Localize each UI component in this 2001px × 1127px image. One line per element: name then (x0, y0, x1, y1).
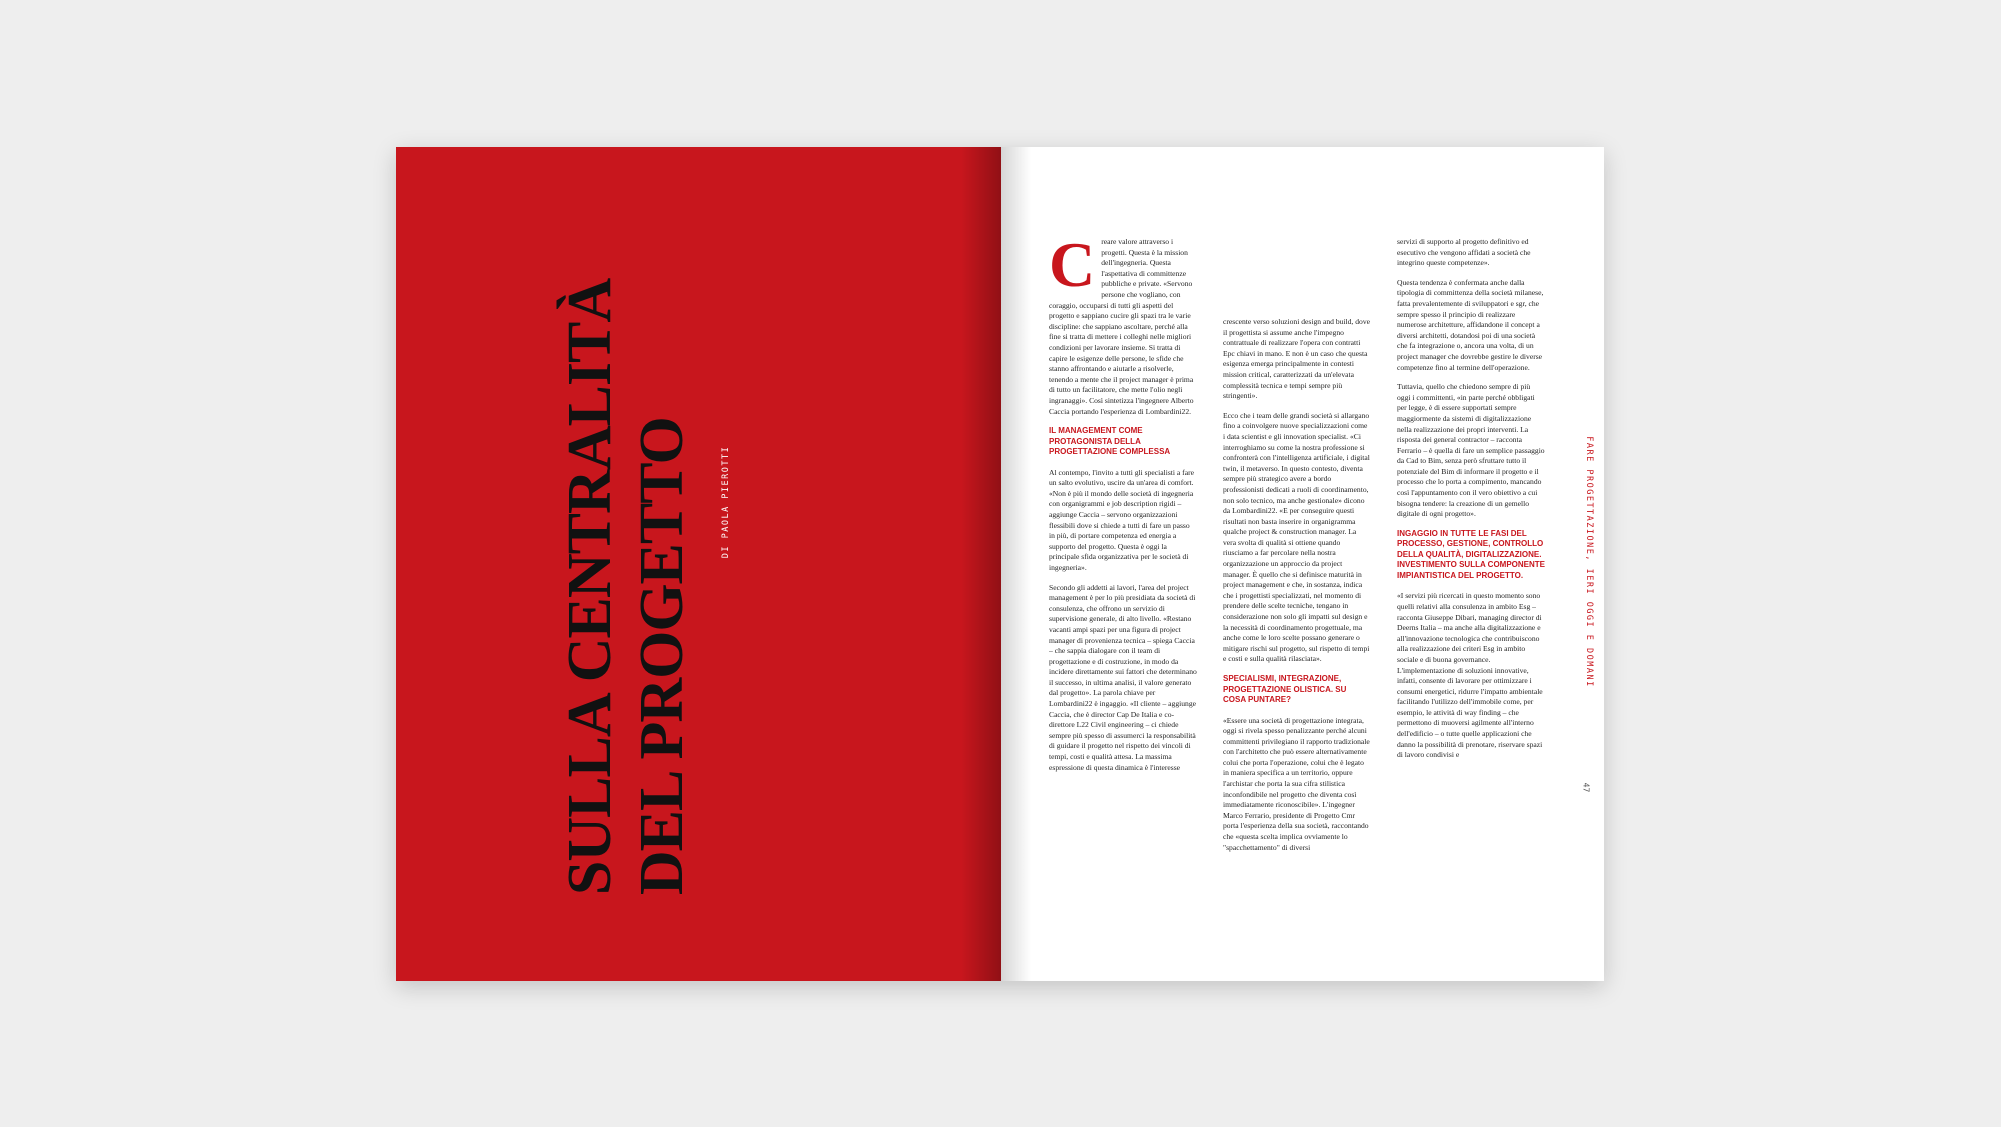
text-column-2 (1223, 317, 1371, 897)
text-column-3 (1397, 237, 1545, 837)
paragraph: Al contempo, l'invito a tutti gli specialisti a fare un salto evolutivo, uscire da un'area di comfort. «Non è più il mondo delle società di ingegneria con organigrammi e job description rigidi – aggiunge Caccia – servono organizzazioni flessibili dove si chiede a tutti di fare un passo in più, di portare competenza ed energia a supporto del progetto. Questa è oggi la principale sfida organizzativa per le società di ingegneria». (1049, 467, 1194, 572)
drop-cap: C (1049, 237, 1096, 300)
right-page (1001, 147, 1604, 981)
paragraph: «Essere una società di progettazione integrata, oggi si rivela spesso penalizzante perché alcuni committenti privilegiano il rapporto tradizionale con l'architetto che può essere alternativamente colui che porta l'operazione, colui che è legato in maniera specifica a un territorio, oppure l'archistar che porta la sua cifra stilistica inconfondibile nel progetto che diventa così immediatamente riconoscibile». L'ingegner Marco Ferrario, presidente di Progetto Cmr porta l'esperienza della sua società, raccontando che «questa scelta implica ovviamente lo "spacchettamento" di diversi (1223, 715, 1370, 852)
paragraph: «I servizi più ricercati in questo momento sono quelli relativi alla consulenza in ambito Esg – racconta Giuseppe Dibari, managing director di Deerns Italia – ma anche alla digitalizzazione e all'innovazione tecnologica che contribuiscono alla realizzazione dei criteri Esg in ambito sociale e di buona governance. L'implementazione di soluzioni innovative, infatti, consente di lavorare per ottimizzare i consumi energetici, ridurre l'impatto ambientale facilitando l'utilizzo dell'immobile come, per esempio, le attività di way finding – che permettono di muoversi agilmente all'interno dell'edificio – o tutte quelle applicazioni che danno la possibilità di prenotare, riservare spazi di lavoro condivisi e (1397, 591, 1543, 760)
text-column-1 (1049, 237, 1197, 877)
byline: DI PAOLA PIEROTTI (721, 445, 731, 559)
article-title (554, 279, 698, 895)
paragraph: servizi di supporto al progetto definitivo ed esecutivo che vengono affidati a società che integrino queste competenze». (1397, 237, 1531, 268)
paragraph: crescente verso soluzioni design and build, dove il progettista si assume anche l'impegno contrattuale di realizzare l'opera con contratti Epc chiavi in mano. E non è un caso che questa esigenza emerga principalmente in contesti mission critical, caratterizzati da un'elevata complessità tecnica e tempi sempre più stringenti». (1223, 317, 1370, 401)
title-line-2: DEL PROGETTO (628, 417, 696, 896)
magazine-spread (396, 147, 1604, 981)
subheading: INGAGGIO IN TUTTE LE FASI DEL PROCESSO, GESTIONE, CONTROLLO DELLA QUALITÀ, DIGITALIZZAZIONE. INVESTIMENTO SULLA COMPONENTE IMPIANTISTICA DEL PROGETTO. (1397, 528, 1545, 580)
title-line-1: SULLA CENTRALITÀ (556, 278, 624, 896)
left-page (396, 147, 1001, 981)
subheading: IL MANAGEMENT COME PROTAGONISTA DELLA PROGETTAZIONE COMPLESSA (1049, 426, 1171, 457)
paragraph-text: reare valore attraverso i progetti. Questa è la mission dell'ingegneria. Questa l'aspettativa di committenze pubbliche e private. «Servono persone che vogliano, con coraggio, occuparsi di tutti gli aspetti del progetto e sappiano cucire gli spazi tra le varie discipline: che sappiano ascoltare, perché alla fine si tratta di mettere i colleghi nelle migliori condizioni per lavorare insieme. Si tratta di capire le esigenze delle persone, le sfide che stanno affrontando e aiutarle a risolverle, tenendo a mente che il project manager è prima di tutto un facilitatore, che mette l'olio negli ingranaggi». Così sintetizza l'ingegnere Alberto Caccia portando l'esperienza di Lombardini22. (1049, 237, 1194, 416)
paragraph: Secondo gli addetti ai lavori, l'area del project management è per lo più presidiata da società di consulenza, che offrono un servizio di supervisione generale, di alto livello. «Restano vacanti ampi spazi per una figura di project manager di provenienza tecnica – spiega Caccia – che sappia dialogare con il team di progettazione e di costruzione, in modo da incidere direttamente sui fattori che determinano il successo, in ultima analisi, il valore generato dal progetto». La parola chiave per Lombardini22 è ingaggio. «Il cliente – aggiunge Caccia, che è director Cap De Italia e co-direttore L22 Civil engineering – ci chiede sempre più spesso di assumerci la responsabilità di guidare il progetto nel rispetto dei vincoli di tempi, costi e qualità attesa. La massima espressione di questa dinamica è l'interesse (1049, 582, 1197, 772)
running-head: FARE PROGETTAZIONE, IERI OGGI E DOMANI (1584, 436, 1594, 688)
page-number: 47 (1581, 782, 1591, 793)
paragraph: Tuttavia, quello che chiedono sempre di più oggi i committenti, «in parte perché obbligati per legge, è di essere supportati sempre maggiormente da sistemi di digitalizzazione nella realizzazione dei propri interventi. La risposta dei general contractor – racconta Ferrario – è quella di fare un semplice passaggio da Cad to Bim, senza però sfruttare tutto il potenziale del Bim di informare il progetto e il processo che lo porta a compimento, mancando così l'appuntamento con il vero obiettivo a cui bisogna tendere: la creazione di un gemello digitale di ogni progetto». (1397, 382, 1545, 519)
paragraph (1049, 237, 1197, 417)
paragraph: Ecco che i team delle grandi società si allargano fino a coinvolgere nuove specializzazioni come i data scientist e gli innovation specialist. «Ci interroghiamo su come la nostra professione si confronterà con l'intelligenza artificiale, i digital twin, il metaverso. In questo contesto, diventa sempre più strategico avere a bordo professionisti dedicati a ruoli di coordinamento, non solo tecnico, ma anche gestionale» dicono da Lombardini22. «E per conseguire questi risultati non basta inserire in organigramma qualche project & construction manager. La vera svolta di qualità si ottiene quando riusciamo a far percolare nella nostra organizzazione un approccio da project manager. È quello che si definisce maturità in project management e che, in sostanza, indica che i progettisti specializzati, nel momento di prendere delle scelte tecniche, tengano in considerazione non solo gli impatti sul design e la necessità di coordinamento progettuale, ma anche come le loro scelte possano generare o mitigare rischi sul progetto, sul rispetto di tempi e costi e sulla qualità rilasciata». (1223, 410, 1370, 664)
subheading: SPECIALISMI, INTEGRAZIONE, PROGETTAZIONE OLISTICA. SU COSA PUNTARE? (1223, 674, 1347, 704)
paragraph: Questa tendenza è confermata anche dalla tipologia di committenza della società milanese, fatta prevalentemente di sviluppatori e sgr, che sempre spesso il principio di realizzare numerose architetture, affidandone il concept a diversi architetti, dotandosi poi di una società che fa integrazione o, ancora una volta, di un project manager che dovrebbe gestire le diverse competenze fino al termine dell'operazione. (1397, 277, 1544, 372)
